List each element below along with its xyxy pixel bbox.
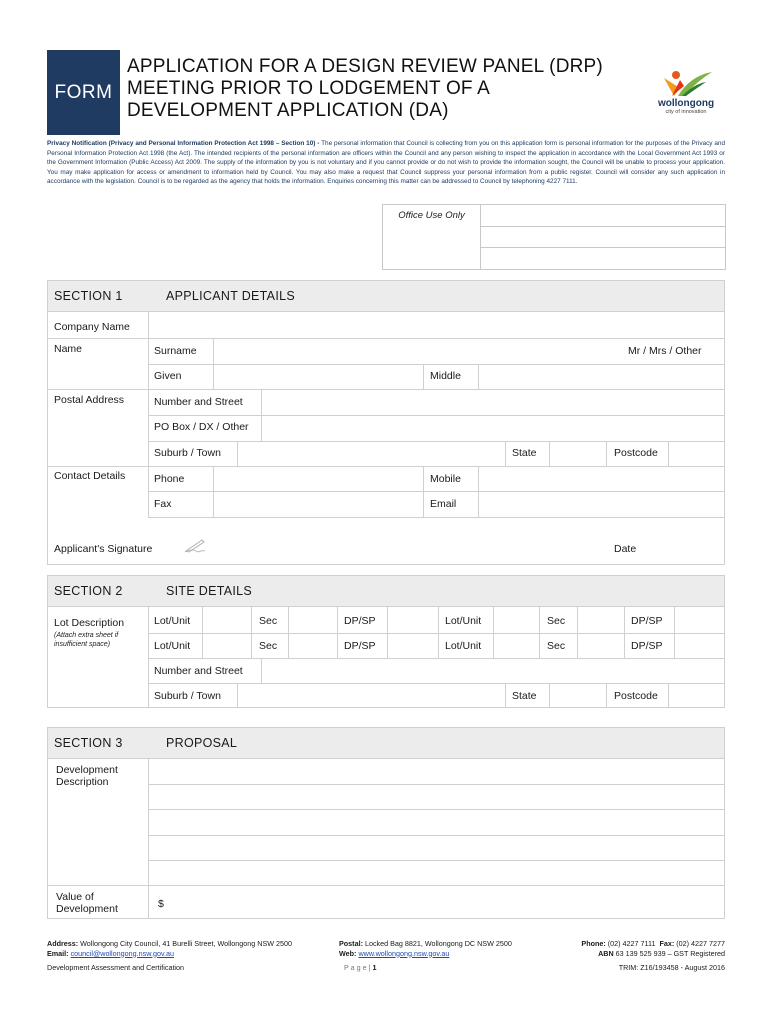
po-box-label: PO Box / DX / Other [154, 421, 249, 433]
section-3-header [48, 728, 724, 759]
divider [606, 683, 607, 708]
address-text: Wollongong City Council, 41 Burelli Street, Wollongong NSW 2500 [78, 939, 293, 948]
section-2-header [48, 576, 724, 607]
divider [148, 389, 149, 466]
divider [148, 784, 725, 785]
site-state-field[interactable] [550, 684, 605, 707]
office-use-label: Office Use Only [383, 205, 481, 269]
fax-field[interactable] [214, 492, 422, 516]
abn-label: ABN [598, 948, 614, 958]
sec-field-2a[interactable] [289, 634, 336, 657]
divider [148, 860, 725, 861]
surname-label: Surname [154, 345, 197, 357]
mobile-label: Mobile [430, 473, 461, 485]
footer-address [47, 939, 292, 958]
signature-field[interactable] [213, 521, 608, 561]
lot-unit-field-1a[interactable] [203, 608, 250, 632]
signature-label: Applicant's Signature [54, 543, 153, 555]
title-line-3: DEVELOPMENT APPLICATION (DA) [127, 100, 449, 121]
dp-sp-label-2a: DP/SP [344, 640, 376, 652]
fax-label-footer: Fax: [659, 939, 675, 948]
divider [505, 441, 506, 466]
email-link[interactable]: council@wollongong.nsw.gov.au [70, 948, 175, 958]
phone-text: (02) 4227 7111 [605, 939, 656, 948]
title-options-label: Mr / Mrs / Other [628, 345, 702, 357]
lot-unit-field-2a[interactable] [203, 634, 250, 657]
page-num: 1 [372, 963, 377, 972]
lot-unit-label-2b: Lot/Unit [445, 640, 482, 652]
lot-description-note: (Attach extra sheet if insufficient space) [54, 632, 119, 648]
section-site-details [47, 575, 725, 708]
privacy-body: The personal information that Council is collecting from you on this application form is personal information for the purposes of the Privacy and Personal Information Protection Act 1998 (the Act). The intended recipients of the personal information are officers within the Council and any person wishing to inspect the application in accordance with the Local Government Act 1993 or the Government Information (Public Access) Act 2009. The supply of the information by you is not voluntary and if you cannot provide or do not wish to provide the information sought, the Council will be unable to process your application. You may make application for access or amendment to information held by Council. You may also make a request that Council suppress your personal information from a public register. Council will consider any such application in accordance with the legislation. Council is to be regarded as the agency that holds the information. Enquiries concerning this matter can be addressed to Council by telephoning 4227 7111. [47, 140, 725, 185]
web-label: Web: [339, 948, 357, 958]
site-state-label: State [512, 690, 537, 702]
email-label: Email [430, 498, 457, 510]
sec-field-2b[interactable] [578, 634, 623, 657]
site-suburb-label: Suburb / Town [154, 690, 221, 702]
dp-sp-label-2b: DP/SP [631, 640, 663, 652]
surname-field[interactable] [214, 339, 625, 363]
divider [148, 809, 725, 810]
section-2-number: SECTION 2 [54, 584, 123, 598]
section-1-title: APPLICANT DETAILS [166, 289, 295, 303]
footer-contact [540, 939, 725, 958]
sec-label-2b: Sec [547, 640, 566, 652]
email-label-footer: Email: [47, 948, 69, 958]
logo-tagline: city of innovation [665, 109, 707, 115]
sec-label-2a: Sec [259, 640, 278, 652]
section-applicant-details [47, 280, 725, 565]
email-field[interactable] [479, 492, 725, 516]
page-number [344, 963, 377, 973]
abn-text: 63 139 525 939 – GST Registered [613, 948, 725, 958]
state-field[interactable] [550, 442, 605, 465]
lot-unit-label-2a: Lot/Unit [154, 640, 191, 652]
company-name-field[interactable] [148, 312, 725, 339]
dp-sp-field-1a[interactable] [388, 608, 438, 632]
site-suburb-field[interactable] [238, 684, 503, 707]
dp-sp-label-1a: DP/SP [344, 615, 376, 627]
site-number-street-label: Number and Street [154, 665, 243, 677]
divider [148, 835, 725, 836]
contact-details-label: Contact Details [54, 470, 126, 482]
number-street-label: Number and Street [154, 396, 243, 408]
section-1-header [48, 281, 724, 312]
phone-label-footer: Phone: [581, 939, 606, 948]
web-link[interactable]: www.wollongong.nsw.gov.au [358, 948, 450, 958]
state-label: State [512, 447, 537, 459]
middle-name-field[interactable] [479, 365, 725, 388]
department-name: Development Assessment and Certification [47, 963, 185, 972]
title-line-2: MEETING PRIOR TO LODGEMENT OF A [127, 78, 491, 99]
site-postcode-label: Postcode [614, 690, 658, 702]
postal-text: Locked Bag 8821, Wollongong DC NSW 2500 [362, 939, 512, 948]
given-name-field[interactable] [214, 365, 420, 388]
form-label: FORM [47, 50, 120, 135]
dp-sp-field-2a[interactable] [388, 634, 438, 657]
signature-date-field[interactable] [648, 521, 725, 561]
suburb-field[interactable] [238, 442, 503, 465]
value-of-development-field[interactable] [168, 886, 725, 918]
section-1-number: SECTION 1 [54, 289, 123, 303]
postal-label: Postal: [339, 939, 363, 948]
office-use-box [382, 204, 726, 270]
postal-address-label: Postal Address [54, 394, 125, 406]
date-label: Date [614, 543, 637, 555]
sec-field-1a[interactable] [289, 608, 336, 632]
divider [148, 517, 725, 518]
lot-unit-field-2b[interactable] [494, 634, 538, 657]
suburb-label: Suburb / Town [154, 447, 221, 459]
title-line-1: APPLICATION FOR A DESIGN REVIEW PANEL (DRP) [127, 56, 603, 77]
po-box-field[interactable] [262, 416, 725, 440]
number-street-field[interactable] [262, 390, 725, 414]
address-label: Address: [47, 939, 79, 948]
section-2-title: SITE DETAILS [166, 584, 253, 598]
pen-signature-icon [184, 537, 206, 553]
page-title [127, 56, 647, 122]
footer-postal [339, 939, 512, 958]
lot-description-label: Lot Description [54, 617, 125, 629]
section-proposal [47, 727, 725, 919]
logo-wordmark: wollongong [657, 98, 715, 109]
page-word: P a g e | [344, 963, 373, 972]
postcode-field[interactable] [669, 442, 725, 465]
lot-unit-label-1a: Lot/Unit [154, 615, 191, 627]
middle-label: Middle [430, 370, 461, 382]
dp-sp-field-1b[interactable] [675, 608, 725, 632]
company-name-label: Company Name [54, 321, 130, 333]
dp-sp-field-2b[interactable] [675, 634, 725, 657]
divider [505, 683, 506, 708]
sec-label-1b: Sec [547, 615, 566, 627]
office-use-field-3[interactable] [481, 247, 725, 268]
office-use-field-2[interactable] [481, 226, 725, 248]
sec-label-1a: Sec [259, 615, 278, 627]
fax-label: Fax [154, 498, 172, 510]
dp-sp-label-1b: DP/SP [631, 615, 663, 627]
development-description-label: Development Description [56, 764, 118, 788]
privacy-notice [47, 139, 725, 187]
site-postcode-field[interactable] [669, 684, 725, 707]
office-use-field-1[interactable] [481, 205, 725, 227]
fax-text: (02) 4227 7277 [674, 939, 725, 948]
lot-unit-field-1b[interactable] [494, 608, 538, 632]
postcode-label: Postcode [614, 447, 658, 459]
sec-field-1b[interactable] [578, 608, 623, 632]
section-3-number: SECTION 3 [54, 736, 123, 750]
given-label: Given [154, 370, 182, 382]
divider [606, 441, 607, 466]
phone-label: Phone [154, 473, 185, 485]
value-of-development-label: Value of Development [56, 891, 118, 915]
divider [423, 364, 424, 389]
lot-unit-label-1b: Lot/Unit [445, 615, 482, 627]
dollar-sign: $ [158, 898, 164, 910]
site-number-street-field[interactable] [262, 659, 725, 682]
section-3-title: PROPOSAL [166, 736, 238, 750]
trim-reference: TRIM: Z16/193458 - August 2016 [618, 963, 725, 972]
privacy-lead: Privacy Notification (Privacy and Personal Information Protection Act 1998 – Section 10) - [47, 140, 320, 147]
name-label: Name [54, 343, 83, 355]
phone-field[interactable] [214, 467, 422, 491]
development-description-field[interactable] [149, 760, 725, 885]
mobile-field[interactable] [479, 467, 725, 491]
